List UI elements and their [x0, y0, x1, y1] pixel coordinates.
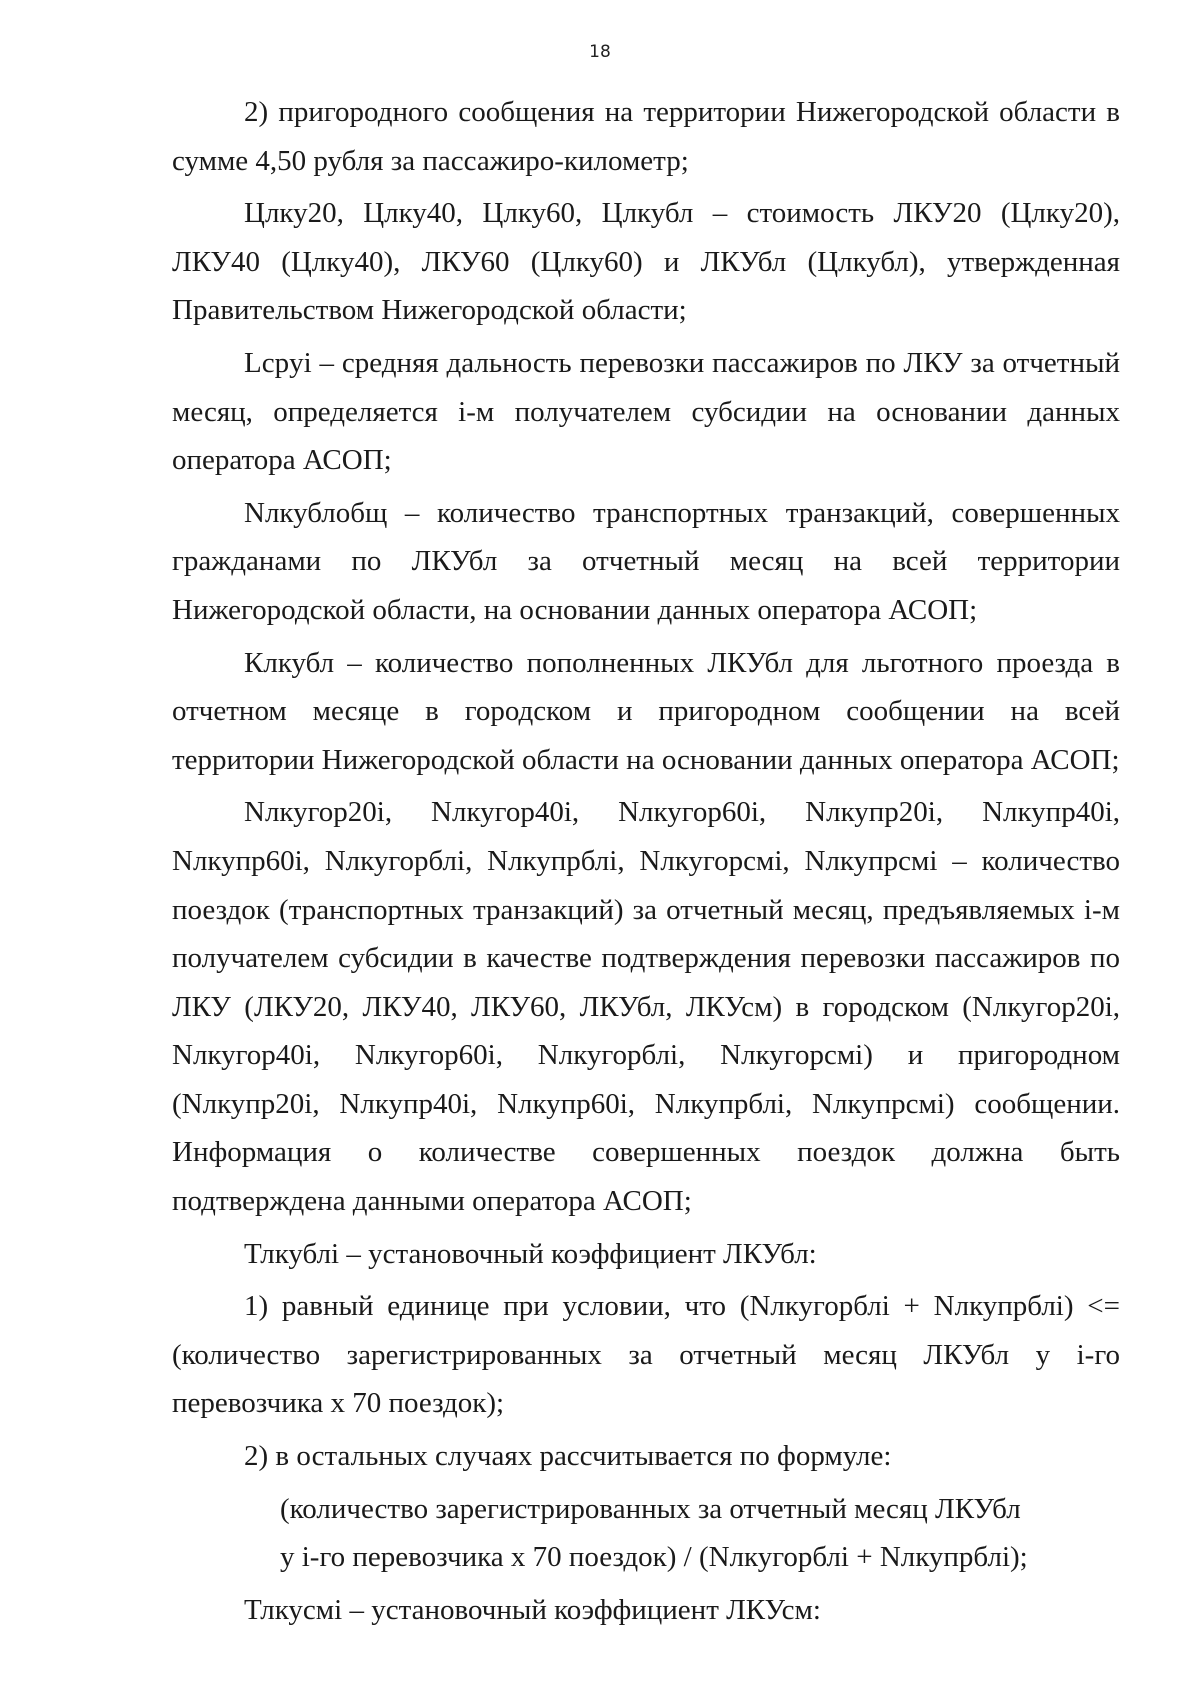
paragraph-coefficient-bl: Тлкублi – установочный коэффициент ЛКУбл:	[244, 1237, 817, 1270]
paragraph-coefficient-sm: Тлкусмi – установочный коэффициент ЛКУсм:	[244, 1593, 821, 1626]
paragraph-average-distance: Lсрyi – средняя дальность перевозки пассажиров по ЛКУ за отчетный месяц, определяется i-м получателем субсидии на основании данных оператора АСОП;	[172, 346, 1120, 477]
paragraph-suburban-rate: 2) пригородного сообщения на территории Нижегородской области в сумме 4,50 рубля за пассажиро-километр;	[172, 96, 1120, 177]
paragraph-card-cost: Цлку20, Цлку40, Цлку60, Цлкубл – стоимость ЛКУ20 (Цлку20), ЛКУ40 (Цлку40), ЛКУ60 (Цлку60) и ЛКУбл (Цлкубл), утвержденная Правительством Нижегородской области;	[172, 197, 1120, 327]
page-number: 18	[589, 42, 611, 62]
paragraph-total-transactions: Nлкублобщ – количество транспортных транзакций, совершенных гражданами по ЛКУбл за отчетный месяц на всей территории Нижегородской области, на основании данных оператора АСОП;	[172, 496, 1120, 626]
paragraph-condition-2: 2) в остальных случаях рассчитывается по формуле:	[244, 1440, 892, 1473]
document-body	[172, 88, 1120, 1634]
paragraph-trip-counts: Nлкугор20i, Nлкугор40i, Nлкугор60i, Nлкупр20i, Nлкупр40i, Nлкупр60i, Nлкугорблi, Nлкупрблi, Nлкугорсмi, Nлкупрсмi – количество поездок (транспортных транзакций) за отчетный месяц, предъявляемых i-м получателем субсидии в качестве подтверждения перевозки пассажиров по ЛКУ (ЛКУ20, ЛКУ40, ЛКУ60, ЛКУбл, ЛКУсм) в городском (Nлкугор20i, Nлкугор40i, Nлкугор60i, Nлкугорблi, Nлкугорсмi) и пригородном (Nлкупр20i, Nлкупр40i, Nлкупр60i, Nлкупрблi, Nлкупрсмi) сообщении. Информация о количестве совершенных поездок должна быть подтверждена данными оператора АСОП;	[172, 796, 1120, 1218]
paragraph-condition-1: 1) равный единице при условии, что (Nлкугорблi + Nлкупрблi) <= (количество зарегистрированных за отчетный месяц ЛКУбл у i-го перевозчика x 70 поездок);	[172, 1290, 1120, 1420]
formula-line-1: (количество зарегистрированных за отчетный месяц ЛКУбл	[280, 1492, 1021, 1525]
formula-line-2: у i-го перевозчика x 70 поездок) / (Nлкугорблi + Nлкупрблi);	[280, 1541, 1028, 1574]
paragraph-replenished-cards: Клкубл – количество пополненных ЛКУбл для льготного проезда в отчетном месяце в городском и пригородном сообщении на всей территории Нижегородской области на основании данных оператора АСОП;	[172, 646, 1120, 776]
